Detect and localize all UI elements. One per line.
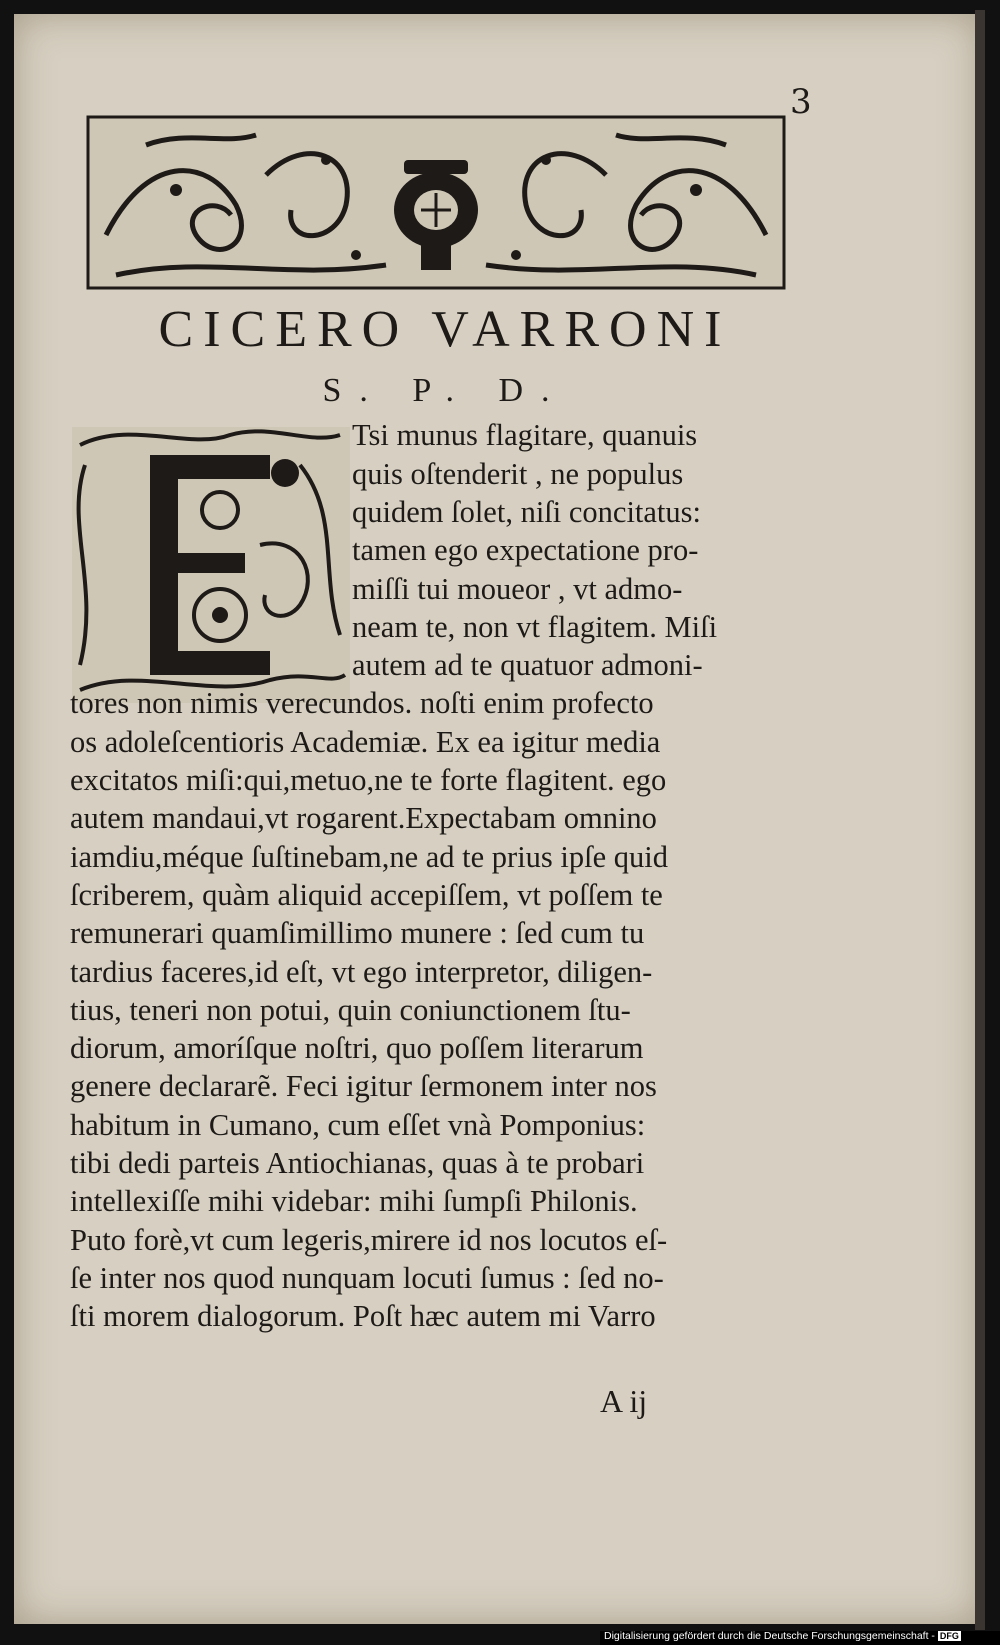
text-line: ſe inter nos quod nunquam locuti ſumus : ſed no- [70,1261,664,1295]
text-line: tibi dedi parteis Antiochianas, quas à te probari [70,1146,645,1180]
text-line: Tsi munus flagitare, quanuis [352,418,698,452]
ornamental-headpiece [86,115,786,290]
text-line: intellexiſſe mihi videbar: mihi ſumpſi Philonis. [70,1184,638,1218]
text-line: genere declararẽ. Feci igitur ſermonem inter nos [70,1069,657,1103]
text-line: os adoleſcentioris Academiæ. Ex ea igitur media [70,725,661,759]
text-line: quis oſtenderit , ne populus [352,457,684,491]
letter-salutation: S. P. D. [322,372,568,409]
text-line: ſti morem dialogorum. Poſt hæc autem mi Varro [70,1299,656,1333]
text-line: tamen ego expectatione pro- [352,533,699,567]
text-line: Puto forè,vt cum legeris,mirere id nos locutos eſ- [70,1223,668,1257]
text-line: tardius faceres,id eſt, vt ego interpretor, diligen- [70,955,653,989]
text-line: remunerari quamſimillimo munere : ſed cum tu [70,916,645,950]
text-line: excitatos miſi:qui,metuo,ne te forte flagitent. ego [70,763,667,797]
text-line: autem ad te quatuor admoni- [352,648,703,682]
page-edge [975,10,985,1630]
text-line: ſcriberem, quàm aliquid accepiſſem, vt poſſem te [70,878,663,912]
signature-mark: A ij [600,1383,648,1419]
decorated-initial-e [70,425,352,705]
text-line: neam te, non vt flagitem. Miſi [352,610,718,644]
dfg-logo: DFG [939,1631,959,1641]
text-line: quidem ſolet, niſi concitatus: [352,495,701,529]
page-number: 3 [790,82,812,122]
text-line: tius, teneri non potui, quin coniunctionem ſtu- [70,993,631,1027]
text-line: miſſi tui moueor , vt admo- [352,572,683,606]
credit-text: Digitalisierung gefördert durch die Deutsche Forschungsgemeinschaft - [604,1630,935,1642]
letter-title: CICERO VARRONI [158,301,732,358]
digitization-credit [604,1630,961,1642]
text-line: diorum, amoríſque noſtri, quo poſſem literarum [70,1031,644,1065]
text-line: autem mandaui,vt rogarent.Expectabam omnino [70,801,657,835]
text-line: tores non nimis verecundos. noſti enim profecto [70,686,654,720]
text-line: iamdiu,méque ſuſtinebam,ne ad te prius ipſe quid [70,840,668,874]
text-line: habitum in Cumano, cum eſſet vnà Pomponius: [70,1108,646,1142]
